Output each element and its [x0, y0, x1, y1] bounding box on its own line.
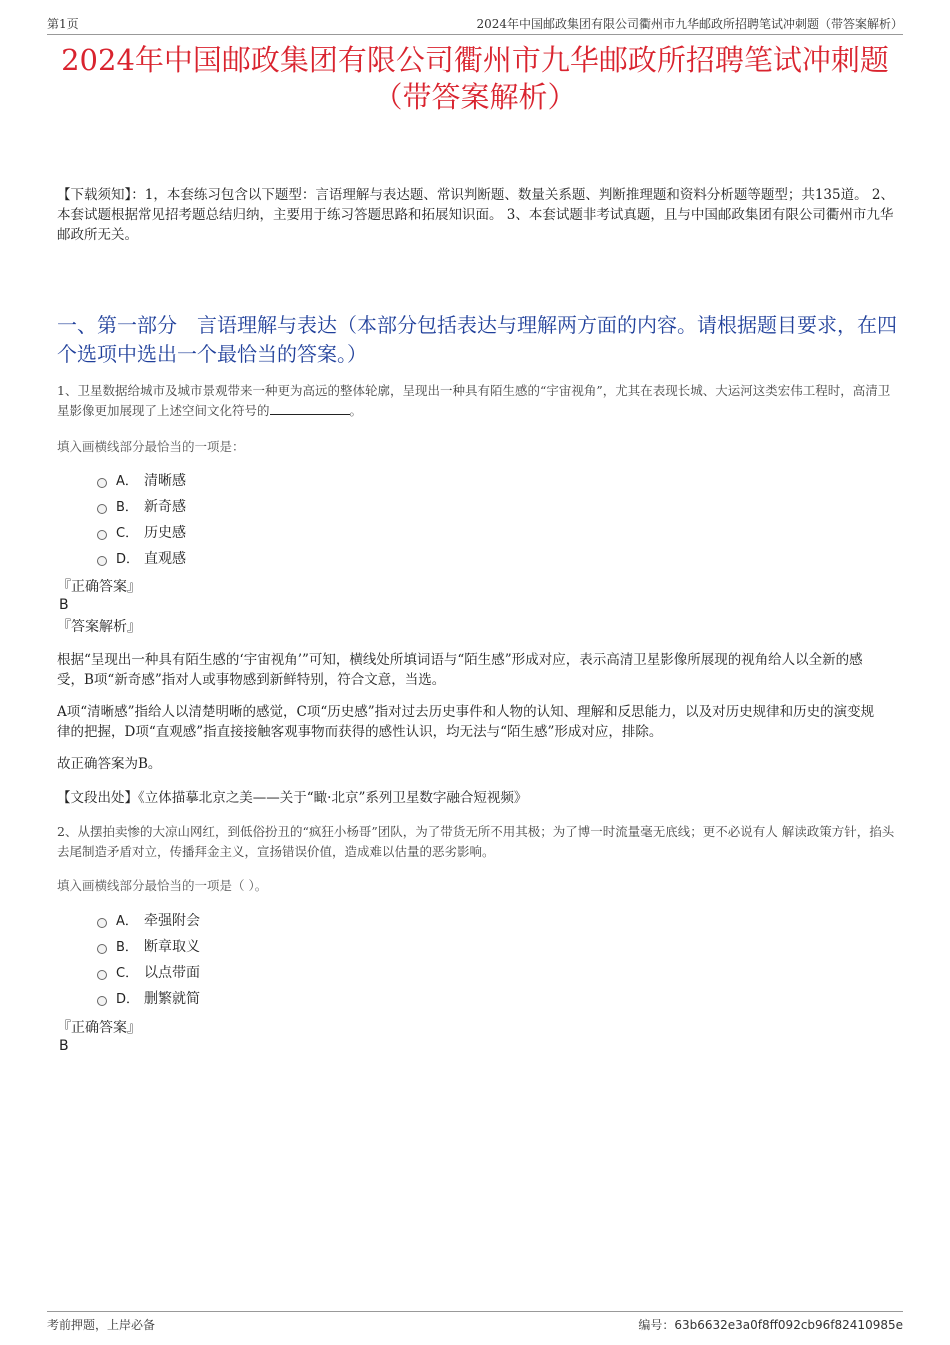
question-text — [57, 381, 898, 421]
option-c[interactable] — [97, 520, 186, 546]
option-letter: D． — [116, 552, 140, 567]
footer-slogan: 考前押题，上岸必备 — [47, 1318, 156, 1332]
option-list — [97, 908, 200, 1012]
option-list — [97, 468, 186, 572]
radio-icon[interactable] — [97, 918, 107, 928]
option-letter: D． — [116, 992, 140, 1007]
option-letter: A． — [116, 474, 138, 489]
radio-icon[interactable] — [97, 996, 107, 1006]
option-letter: B． — [116, 500, 138, 515]
correct-answer-value: B — [59, 1038, 69, 1054]
analysis-paragraph: A项“清晰感”指给人以清楚明晰的感觉，C项“历史感”指对过去历史事件和人物的认知、理解和反思能力，以及对历史规律和历史的演变规律的把握，D项“直观感”指直接接触客观事物而获得的感性认识，均无法与“陌生感”形成对应，排除。 — [57, 704, 875, 740]
download-notice: 【下载须知】：1，本套练习包含以下题型：言语理解与表达题、常识判断题、数量关系题、判断推理题和资料分析题等题型；共135道。 2、本套试题根据常见招考题总结归纳，主要用于练习答题思路和拓展知识面。 3、本套试题非考试真题，且与中国邮政集团有限公司衢州市九华邮政所无关。 — [57, 187, 894, 243]
analysis-label: 『答案解析』 — [57, 619, 141, 635]
answer-blank — [270, 402, 350, 415]
analysis-paragraph: 根据“呈现出一种具有陌生感的‘宇宙视角’”可知，横线处所填词语与“陌生感”形成对应，表示高清卫星影像所展现的视角给人以全新的感受，B项“新奇感”指对人或事物感到新鲜特别，符合文意，当选。 — [57, 652, 863, 688]
question-1 — [57, 381, 898, 635]
option-letter: C． — [116, 526, 139, 541]
question-stem: 1、卫星数据给城市及城市景观带来一种更为高远的整体轮廓，呈现出一种具有陌生感的“宇宙视角”，尤其在表现长城、大运河这类宏伟工程时，高清卫星影像更加展现了上述空间文化符号的 — [57, 383, 891, 418]
answer-analysis — [57, 650, 886, 690]
option-d[interactable] — [97, 546, 186, 572]
answer-analysis-2 — [57, 702, 886, 742]
section-title: 一、第一部分 言语理解与表达（本部分包括表达与理解两方面的内容。请根据题目要求，在四个选项中选出一个最恰当的答案。） — [57, 313, 897, 366]
option-text: 牵强附会 — [144, 913, 200, 929]
page-footer — [47, 1311, 903, 1334]
option-a[interactable] — [97, 908, 200, 934]
answer-source — [57, 788, 886, 808]
option-letter: C． — [116, 966, 139, 981]
question-prompt: 填入画横线部分最恰当的一项是（ ）。 — [57, 878, 268, 893]
correct-answer-value: B — [59, 597, 69, 613]
question-prompt: 填入画横线部分最恰当的一项是： — [57, 439, 245, 454]
option-c[interactable] — [97, 960, 200, 986]
option-text: 新奇感 — [144, 499, 186, 515]
correct-answer-label: 『正确答案』 — [57, 579, 141, 595]
running-title: 2024年中国邮政集团有限公司衢州市九华邮政所招聘笔试冲刺题（带答案解析） — [476, 17, 903, 31]
radio-icon[interactable] — [97, 530, 107, 540]
document-title: 2024年中国邮政集团有限公司衢州市九华邮政所招聘笔试冲刺题（带答案解析） — [61, 43, 889, 114]
page-number: 第1页 — [47, 17, 79, 31]
radio-icon[interactable] — [97, 944, 107, 954]
option-text: 断章取义 — [144, 939, 200, 955]
radio-icon[interactable] — [97, 504, 107, 514]
analysis-conclusion: 故正确答案为B。 — [57, 756, 162, 772]
option-a[interactable] — [97, 468, 186, 494]
radio-icon[interactable] — [97, 970, 107, 980]
question-2 — [57, 822, 898, 1054]
code-label: 编号： — [638, 1318, 675, 1332]
option-b[interactable] — [97, 494, 186, 520]
option-letter: B． — [116, 940, 138, 955]
question-text: 2、从摆拍卖惨的大凉山网红，到低俗扮丑的“疯狂小杨哥”团队，为了带货无所不用其极；为了博一时流量毫无底线；更不必说有人 解读政策方针，掐头去尾制造矛盾对立，传播拜金主义，宣扬错误价值，造成难以估量的恶劣影响。 — [57, 824, 895, 859]
answer-analysis-3 — [57, 754, 886, 774]
option-text: 历史感 — [144, 525, 186, 541]
code-value: 63b6632e3a0f8ff092cb96f82410985e — [674, 1318, 903, 1332]
document-code — [638, 1314, 903, 1336]
option-text: 清晰感 — [144, 473, 186, 489]
option-b[interactable] — [97, 934, 200, 960]
option-text: 删繁就简 — [144, 991, 200, 1007]
option-text: 直观感 — [144, 551, 186, 567]
page-header — [47, 14, 903, 35]
question-stem-end: 。 — [349, 403, 363, 418]
correct-answer-label: 『正确答案』 — [57, 1020, 141, 1036]
option-text: 以点带面 — [144, 965, 200, 981]
source-citation: 【文段出处】《立体描摹北京之美——关于“瞰·北京”系列卫星数字融合短视频》 — [57, 790, 528, 806]
radio-icon[interactable] — [97, 556, 107, 566]
option-d[interactable] — [97, 986, 200, 1012]
option-letter: A． — [116, 914, 138, 929]
radio-icon[interactable] — [97, 478, 107, 488]
